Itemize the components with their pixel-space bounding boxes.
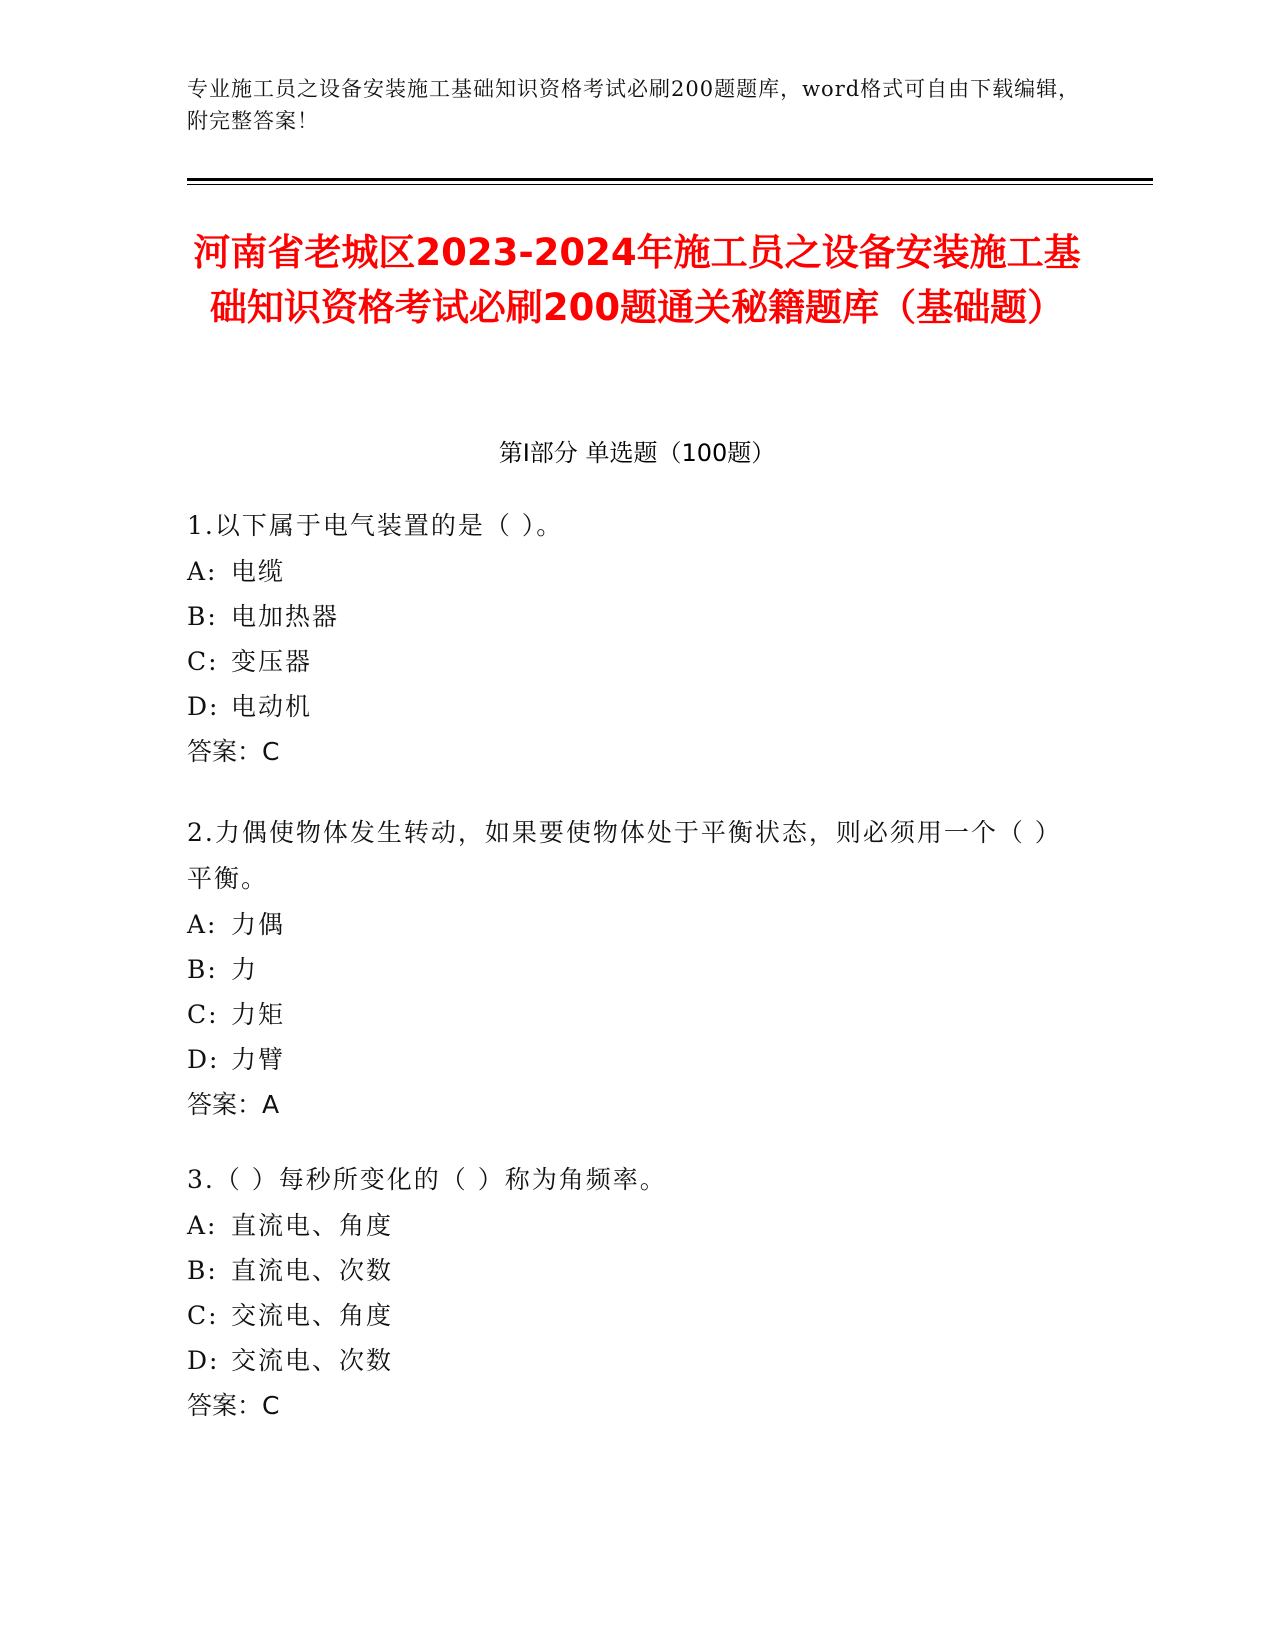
option-c (187, 639, 1087, 684)
section-title: 第Ⅰ部分 单选题（100题） (498, 439, 776, 467)
option-c (187, 992, 1087, 1037)
option-text: 力矩 (231, 1000, 286, 1029)
option-d (187, 1338, 1087, 1383)
option-b (187, 594, 1087, 639)
option-key: C: (187, 1301, 219, 1330)
option-key: B: (187, 602, 218, 631)
question-stem: 3.（ ）每秒所变化的（ ）称为角频率。 (187, 1165, 667, 1194)
option-key: B: (187, 1256, 218, 1285)
question-1 (187, 503, 1087, 775)
option-text: 直流电、次数 (231, 1256, 394, 1285)
option-text: 变压器 (231, 647, 313, 676)
option-a (187, 549, 1087, 594)
question-stem: 2.力偶使物体发生转动，如果要使物体处于平衡状态，则必须用一个（ ）平衡。 (187, 818, 1062, 893)
option-text: 力臂 (231, 1045, 286, 1074)
answer-line: 答案：C (187, 1391, 280, 1420)
option-key: D: (187, 692, 220, 721)
question-3 (187, 1157, 1087, 1429)
option-key: A: (187, 910, 218, 939)
option-text: 力偶 (231, 910, 286, 939)
option-text: 直流电、角度 (231, 1211, 394, 1240)
option-key: A: (187, 1211, 218, 1240)
option-text: 电加热器 (231, 602, 340, 631)
option-key: D: (187, 1045, 220, 1074)
option-text: 电动机 (231, 692, 313, 721)
option-b (187, 947, 1087, 992)
header-rule-thick (187, 178, 1153, 181)
option-a (187, 902, 1087, 947)
option-key: D: (187, 1346, 220, 1375)
option-key: A: (187, 557, 218, 586)
option-key: B: (187, 955, 218, 984)
header-note: 专业施工员之设备安装施工基础知识资格考试必刷200题题库，word格式可自由下载编辑，附完整答案！ (187, 77, 1081, 133)
option-key: C: (187, 647, 219, 676)
option-c (187, 1293, 1087, 1338)
option-d (187, 1037, 1087, 1082)
question-stem: 1.以下属于电气装置的是（ ）。 (187, 511, 564, 540)
option-text: 力 (231, 955, 259, 984)
answer-line: 答案：C (187, 737, 280, 766)
header-rule-thin (187, 184, 1153, 185)
answer-line: 答案：A (187, 1090, 280, 1119)
option-text: 电缆 (231, 557, 286, 586)
option-a (187, 1203, 1087, 1248)
document-title: 河南省老城区2023-2024年施工员之设备安装施工基础知识资格考试必刷200题通关秘籍题库（基础题） (193, 231, 1081, 329)
option-b (187, 1248, 1087, 1293)
option-text: 交流电、次数 (231, 1346, 394, 1375)
option-text: 交流电、角度 (231, 1301, 394, 1330)
question-2 (187, 810, 1087, 1128)
option-key: C: (187, 1000, 219, 1029)
option-d (187, 684, 1087, 729)
